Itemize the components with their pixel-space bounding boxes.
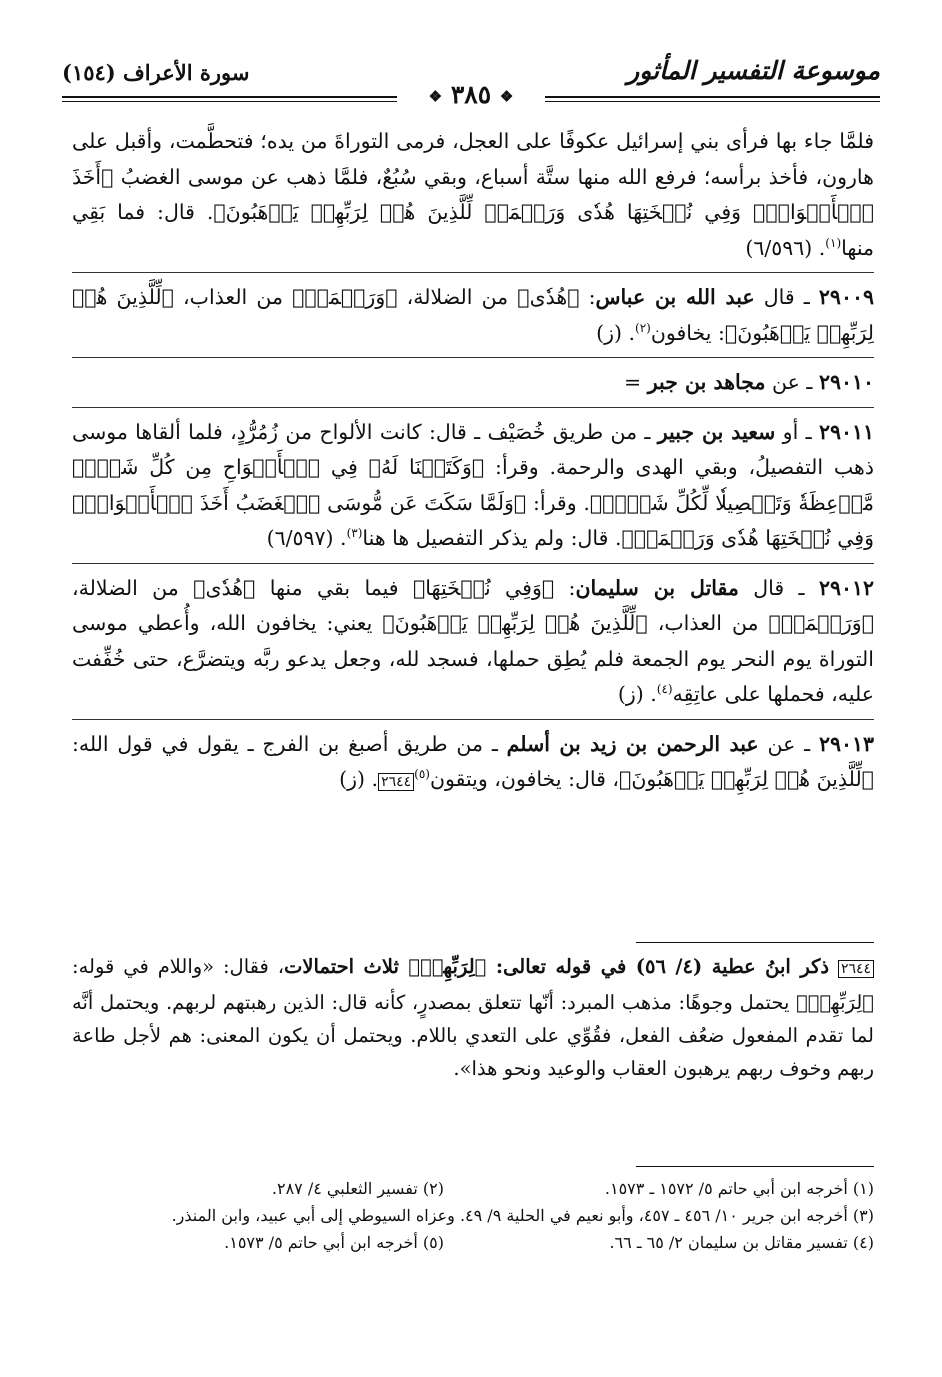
entry-tail: . (٦/٥٩٦) bbox=[745, 235, 826, 260]
header-rule-left bbox=[62, 96, 397, 98]
entry-text: : ﴿وَفِي نُسۡخَتِهَا﴾ فيما بقي منها ﴿هُدٗى﴾ من الضلالة، ﴿وَرَحۡمَةٞ﴾ من العذاب، ﴿لِّلَّذِينَ هُمۡ لِرَبِّهِمۡ يَرۡهَبُونَ﴾ يعني: يخافون الله، وأُعطي موسى التوراة يوم النحر يوم الجمعة فلم يُطِق حملها، فسجد لله، وجعل يدعو ربَّه ويتضرَّع، حتى خُفِّفت عليه، فحملها على عاتِقِه bbox=[72, 575, 875, 706]
entry-29009 bbox=[72, 280, 874, 358]
header-rule-right bbox=[545, 96, 880, 98]
footnote-ref[interactable]: (٥) bbox=[414, 767, 430, 782]
note-lead: ذكر ابنُ عطية (٤/ ٥٦) في قوله تعالى: ﴿لِرَبِّهِمۡ﴾ ثلاث احتمالات bbox=[284, 955, 830, 978]
entry-lead: ـ عن bbox=[765, 370, 819, 394]
footnote-row bbox=[72, 1229, 874, 1256]
footnote-2: (٢) تفسير الثعلبي ٤/ ٢٨٧. bbox=[271, 1179, 444, 1198]
entry-29013 bbox=[72, 727, 874, 807]
footnote-ref[interactable]: (٤) bbox=[656, 682, 673, 697]
entry-29011 bbox=[72, 415, 874, 564]
entry-tail: . (٦/٥٩٧) bbox=[266, 526, 347, 550]
note-ref-box[interactable]: ٢٦٤٤ bbox=[378, 773, 414, 791]
narrator-name: عبد الرحمن بن زيد بن أسلم bbox=[506, 731, 759, 756]
entry-text: ـ من طريق خُصَيْف ـ قال: كانت الألواح من زُمُرُّدٍ، فلما ألقاها موسى ذهب التفصيلُ، وبقي الهدى والرحمة. وقرأ: ﴿وَكَتَبۡنَا لَهُۥ فِي ٱلۡأَلۡوَاحِ مِن كُلِّ شَيۡءٖ مَّوۡعِظَةٗ وَتَفۡصِيلٗا لِّكُلِّ شَيۡءٖ﴾. وقرأ: ﴿وَلَمَّا سَكَتَ عَن مُّوسَى ٱلۡغَضَبُ أَخَذَ ٱلۡأَلۡوَاحَۖ وَفِي نُسۡخَتِهَا هُدٗى وَرَحۡمَةٞ﴾. قال: ولم يذكر التفصيل ها هنا bbox=[72, 419, 874, 550]
ornament-icon: ❖ bbox=[428, 87, 443, 106]
entry-tail: . (ز) bbox=[596, 320, 636, 345]
surah-title: سورة الأعراف (١٥٤) bbox=[62, 60, 250, 85]
entry-number: ٢٩٠١٣ bbox=[818, 731, 874, 756]
entry-continuation bbox=[72, 124, 874, 273]
narrator-name: مقاتل بن سليمان bbox=[575, 575, 739, 600]
entry-29012 bbox=[72, 571, 874, 720]
main-text bbox=[72, 124, 874, 814]
footnotes bbox=[72, 1175, 874, 1256]
footnote-ref[interactable]: (٣) bbox=[346, 526, 363, 541]
book-title: موسوعة التفسير المأثور bbox=[627, 56, 880, 85]
page-number-value: ٣٨٥ bbox=[450, 80, 492, 109]
footnote-3: (٣) أخرجه ابن جرير ١٠/ ٤٥٦ ـ ٤٥٧، وأبو نعيم في الحلية ٩/ ٤٩. وعزاه السيوطي إلى أبي عبيد، وابن المنذر. bbox=[171, 1206, 874, 1225]
narrator-name: عبد الله بن عباس bbox=[595, 285, 755, 309]
entry-tail: . (ز) bbox=[617, 682, 657, 706]
note-text: ، فقال: «واللام في قوله: ﴿لِرَبِّهِمۡ﴾ يحتمل وجوهًا: مذهب المبرد: أنّها تتعلق بمصدرٍ، كأنه قال: الذين رهبتهم لربهم. ويحتمل أنَّه لما تقدم المفعول ضعُف الفعل، فقُوِّي على التعدي باللام. ويحتمل أن يكون المعنى: هم لأجل طاعة ربهم وخوف ربهم يرهبون العقاب والوعيد ونحو هذا». bbox=[72, 955, 874, 1080]
entry-lead: ـ قال bbox=[754, 285, 819, 309]
narrator-name: مجاهد بن جبر bbox=[647, 370, 766, 394]
footnote-ref[interactable]: (٢) bbox=[635, 320, 651, 335]
footnote-ref[interactable]: (١) bbox=[825, 235, 842, 250]
page-number bbox=[402, 80, 540, 109]
editor-note bbox=[72, 950, 874, 1085]
entry-number: ٢٩٠١١ bbox=[818, 419, 874, 444]
entry-number: ٢٩٠٠٩ bbox=[818, 285, 874, 309]
note-number-box: ٢٦٤٤ bbox=[838, 960, 874, 978]
ornament-icon: ❖ bbox=[499, 87, 514, 106]
entry-lead: ـ عن bbox=[758, 731, 819, 756]
entry-29010 bbox=[72, 365, 874, 408]
footnote-4: (٤) تفسير مقاتل بن سليمان ٢/ ٦٥ ـ ٦٦. bbox=[609, 1233, 874, 1252]
entry-text: فلمَّا جاء بها فرأى بني إسرائيل عكوفًا على العجل، فرمى التوراةَ من يده؛ فتحطَّمت، وأقبل على هارون، فأخذ برأسه؛ فرفع الله منها ستَّة أسباع، وبقي سُبُعٌ، فلمَّا ذهب عن موسى الغضبُ ﴿أَخَذَ ٱلۡأَلۡوَاحَۖ وَفِي نُسۡخَتِهَا هُدٗى وَرَحۡمَةٞ لِّلَّذِينَ هُمۡ لِرَبِّهِمۡ يَرۡهَبُونَ﴾. قال: فما بَقِي منها bbox=[72, 129, 874, 260]
footnote-row bbox=[72, 1175, 874, 1202]
entry-text: : ﴿هُدٗى﴾ من الضلالة، ﴿وَرَحۡمَةٞ﴾ من العذاب، ﴿لِّلَّذِينَ هُمۡ لِرَبِّهِمۡ يَرۡهَبُونَ﴾: يخافون bbox=[72, 285, 874, 345]
entry-tail: . (ز) bbox=[339, 767, 379, 791]
entry-text: = bbox=[624, 370, 648, 394]
narrator-name: سعيد بن جبير bbox=[657, 419, 776, 444]
footnote-1: (١) أخرجه ابن أبي حاتم ٥/ ١٥٧٢ ـ ١٥٧٣. bbox=[604, 1179, 874, 1198]
footnote-divider bbox=[636, 1166, 874, 1167]
footnote-5: (٥) أخرجه ابن أبي حاتم ٥/ ١٥٧٣. bbox=[224, 1233, 444, 1252]
page-header bbox=[62, 52, 880, 114]
entry-number: ٢٩٠١٠ bbox=[818, 370, 874, 394]
entry-lead: ـ قال bbox=[738, 575, 819, 600]
note-divider bbox=[636, 942, 874, 943]
entry-text: ـ من طريق أصبغ بن الفرج ـ يقول في قول الله: ﴿لِّلَّذِينَ هُمۡ لِرَبِّهِمۡ يَرۡهَبُونَ﴾، قال: يخافون، ويتقون bbox=[72, 731, 874, 791]
entry-lead: ـ أو bbox=[775, 419, 819, 444]
entry-number: ٢٩٠١٢ bbox=[818, 575, 875, 600]
